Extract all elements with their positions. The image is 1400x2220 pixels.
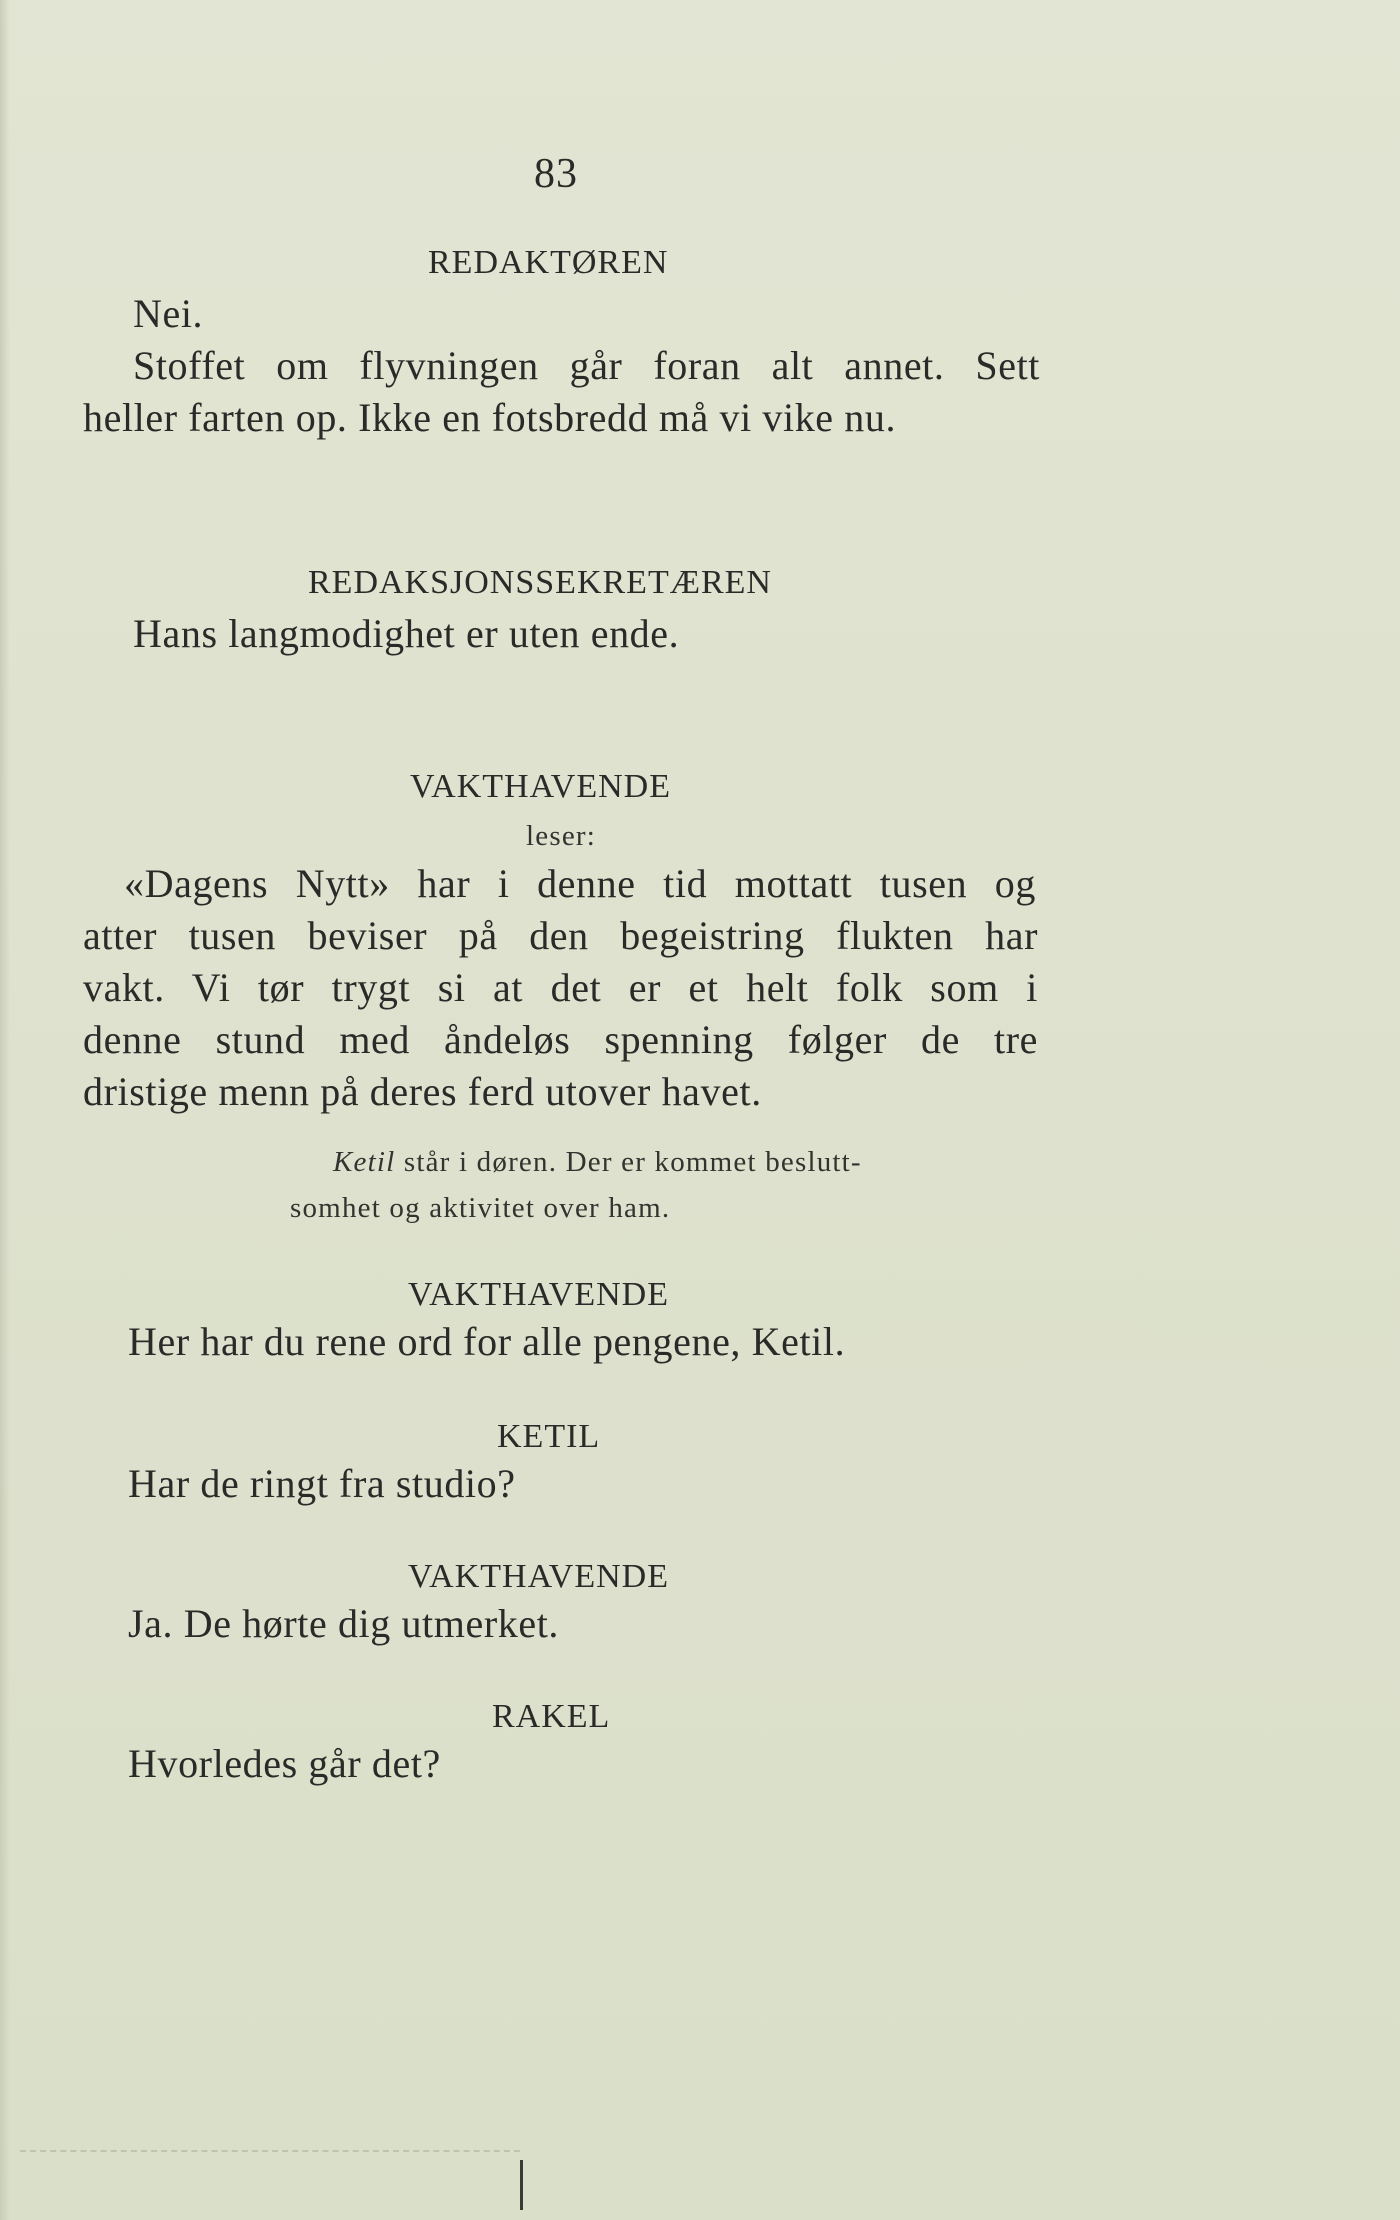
dialogue-line: heller farten op. Ikke en fotsbredd må vi vike nu. bbox=[83, 395, 897, 440]
scan-artifact-mark bbox=[520, 2160, 523, 2210]
speaker-name: VAKTHAVENDE bbox=[408, 1276, 669, 1313]
stage-direction bbox=[333, 1146, 862, 1179]
dialogue-line: denne stund med åndeløs spenning følger de tre bbox=[83, 1017, 1038, 1062]
speaker-name: REDAKTØREN bbox=[428, 244, 669, 281]
dialogue-line: Her har du rene ord for alle pengene, Ketil. bbox=[128, 1319, 846, 1364]
dialogue-line: vakt. Vi tør trygt si at det er et helt folk som i bbox=[83, 965, 1038, 1010]
speaker-name: VAKTHAVENDE bbox=[410, 768, 671, 805]
stage-direction: leser: bbox=[526, 820, 597, 852]
speaker-name: RAKEL bbox=[492, 1698, 611, 1735]
page-edge-shadow bbox=[0, 0, 10, 2220]
stage-direction: somhet og aktivitet over ham. bbox=[290, 1192, 671, 1224]
dialogue-line: dristige menn på deres ferd utover havet. bbox=[83, 1069, 762, 1114]
speaker-name: KETIL bbox=[497, 1418, 601, 1455]
scan-artifact-line bbox=[20, 2150, 520, 2155]
dialogue-line: Nei. bbox=[133, 291, 204, 336]
stage-character-name: Ketil bbox=[333, 1146, 396, 1178]
dialogue-line: atter tusen beviser på den begeistring flukten har bbox=[83, 913, 1038, 958]
dialogue-line: Ja. De hørte dig utmerket. bbox=[128, 1601, 560, 1646]
dialogue-line: «Dagens Nytt» har i denne tid mottatt tusen og bbox=[124, 861, 1036, 906]
dialogue-line: Har de ringt fra studio? bbox=[128, 1461, 516, 1506]
speaker-name: VAKTHAVENDE bbox=[408, 1558, 669, 1595]
stage-direction-text: står i døren. Der er kommet beslutt- bbox=[403, 1146, 862, 1178]
page-number: 83 bbox=[534, 151, 578, 197]
dialogue-line: Hans langmodighet er uten ende. bbox=[133, 611, 680, 656]
speaker-name: REDAKSJONSSEKRETÆREN bbox=[308, 564, 772, 601]
dialogue-line: Stoffet om flyvningen går foran alt annet. Sett bbox=[133, 343, 1040, 388]
dialogue-line: Hvorledes går det? bbox=[128, 1741, 441, 1786]
